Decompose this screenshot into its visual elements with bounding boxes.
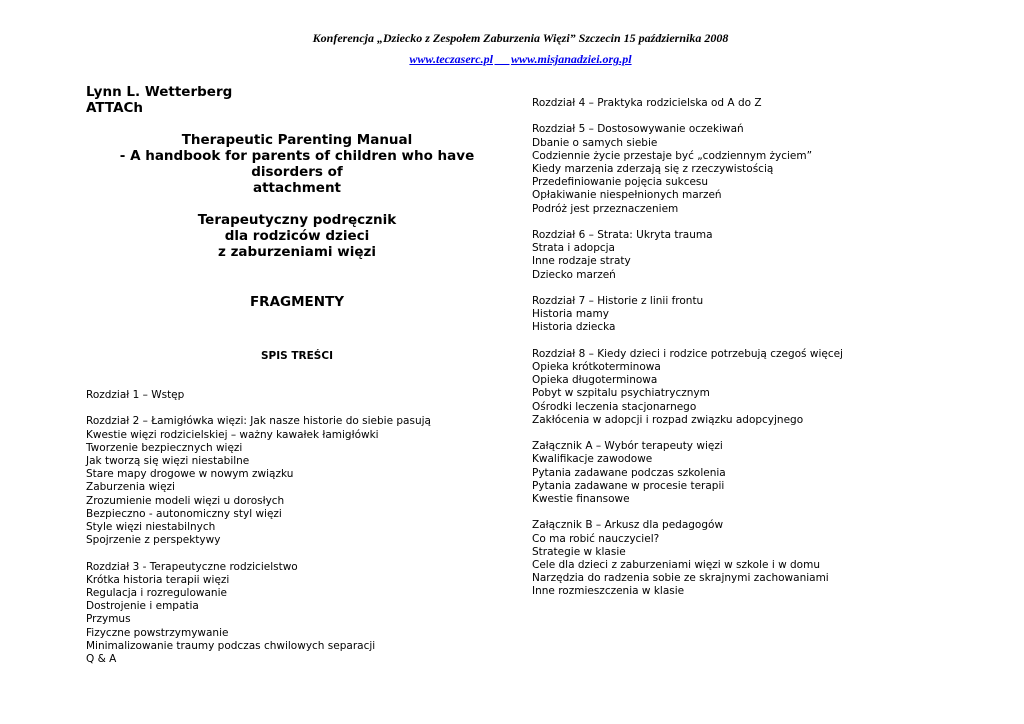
toc-left-column — [86, 389, 431, 679]
toc-entry: Krótka historia terapii więzi — [86, 573, 230, 586]
toc-entry: Pytania zadawane w procesie terapii — [532, 479, 725, 492]
toc-group — [532, 348, 843, 427]
toc-entry: Co ma robić nauczyciel? — [532, 532, 660, 545]
toc-entry: Zaburzenia więzi — [86, 481, 175, 494]
title-pl-line2: dla rodziców dzieci — [224, 228, 370, 244]
toc-entry: Strategie w klasie — [532, 545, 626, 558]
fragments-heading: FRAGMENTY — [249, 294, 345, 310]
toc-entry: Kwestie więzi rodzicielskiej – ważny kawałek łamigłówki — [86, 428, 379, 441]
toc-group — [532, 440, 843, 506]
toc-chapter-title: Rozdział 7 – Historie z linii frontu — [532, 295, 704, 307]
toc-entry: Opieka długoterminowa — [532, 374, 658, 387]
toc-chapter-title: Rozdział 8 – Kiedy dzieci i rodzice potrzebują czegoś więcej — [532, 347, 843, 360]
toc-entry: Fizyczne powstrzymywanie — [86, 626, 229, 639]
toc-group — [532, 123, 843, 215]
toc-entry: Stare mapy drogowe w nowym związku — [86, 468, 294, 481]
toc-group — [532, 295, 843, 335]
toc-chapter-title: Rozdział 3 - Terapeutyczne rodzicielstwo — [86, 560, 298, 573]
toc-right-column — [532, 97, 843, 612]
toc-group — [532, 519, 843, 598]
toc-entry: Podróż jest przeznaczeniem — [532, 202, 679, 215]
toc-entry: Inne rodzaje straty — [532, 255, 631, 268]
toc-entry: Historia dziecka — [532, 321, 616, 334]
toc-entry: Ośrodki leczenia stacjonarnego — [532, 400, 697, 413]
toc-entry: Pobyt w szpitalu psychiatrycznym — [532, 387, 710, 400]
toc-entry: Minimalizowanie traumy podczas chwilowych separacji — [86, 639, 376, 652]
toc-entry: Narzędzia do radzenia sobie ze skrajnymi zachowaniami — [532, 572, 829, 585]
toc-chapter-title: Rozdział 4 – Praktyka rodzicielska od A do Z — [532, 97, 762, 109]
toc-entry: Spojrzenie z perspektywy — [86, 534, 221, 547]
toc-entry: Historia mamy — [532, 308, 609, 321]
toc-entry: Zakłócenia w adopcji i rozpad związku adopcyjnego — [532, 413, 804, 426]
toc-chapter-title: Rozdział 6 – Strata: Ukryta trauma — [532, 229, 713, 241]
toc-entry: Kiedy marzenia zderzają się z rzeczywistością — [532, 163, 774, 175]
toc-entry: Bezpieczno - autonomiczny styl więzi — [86, 507, 282, 520]
toc-entry: Zrozumienie modeli więzi u dorosłych — [86, 494, 285, 507]
toc-entry: Cele dla dzieci z zaburzeniami więzi w szkole i w domu — [532, 559, 820, 572]
toc-entry: Kwalifikacje zawodowe — [532, 453, 653, 466]
toc-heading: SPIS TREŚCI — [261, 350, 333, 362]
author-name: Lynn L. Wetterberg — [86, 84, 233, 100]
toc-entry: Przymus — [86, 613, 131, 626]
toc-entry: Codziennie życie przestaje być „codziennym życiem” — [532, 149, 813, 162]
toc-chapter-title: Załącznik B – Arkusz dla pedagogów — [532, 519, 724, 532]
link-teczaserc[interactable]: www.teczaserc.pl — [409, 52, 493, 66]
author-org: ATTACh — [86, 100, 144, 116]
toc-group — [532, 97, 843, 110]
title-en-line3: attachment — [252, 180, 342, 196]
toc-entry: Strata i adopcja — [532, 242, 615, 255]
toc-entry: Pytania zadawane podczas szkolenia — [532, 466, 726, 479]
link-misjanadziei[interactable]: www.misjanadziei.org.pl — [510, 52, 632, 66]
conference-header: Konferencja „Dziecko z Zespołem Zaburzenia Więzi” Szczecin 15 października 2008 — [312, 31, 729, 45]
link-separator — [493, 52, 511, 67]
header-links — [0, 52, 1024, 67]
toc-entry: Inne rozmieszczenia w klasie — [532, 585, 685, 598]
toc-entry: Regulacja i rozregulowanie — [86, 587, 227, 600]
toc-entry: Dbanie o samych siebie — [532, 136, 658, 149]
title-en-line1: Therapeutic Parenting Manual — [181, 132, 413, 148]
title-en-line2: - A handbook for parents of children who have disorders of — [119, 148, 475, 180]
toc-entry: Przedefiniowanie pojęcia sukcesu — [532, 176, 709, 189]
title-pl-line3: z zaburzeniami więzi — [218, 244, 376, 260]
toc-entry: Tworzenie bezpiecznych więzi — [86, 441, 243, 454]
toc-group — [86, 561, 431, 667]
toc-entry: Style więzi niestabilnych — [86, 521, 216, 534]
toc-entry: Jak tworzą się więzi niestabilne — [86, 455, 250, 467]
toc-group — [86, 389, 431, 402]
toc-entry: Kwestie finansowe — [532, 493, 630, 506]
title-polish — [86, 212, 508, 260]
title-pl-line1: Terapeutyczny podręcznik — [197, 212, 397, 228]
toc-entry: Q & A — [86, 653, 117, 666]
toc-entry: Opłakiwanie niespełnionych marzeń — [532, 189, 722, 202]
title-english — [86, 132, 508, 196]
toc-chapter-title: Rozdział 2 – Łamigłówka więzi: Jak nasze historie do siebie pasują — [86, 415, 431, 428]
author-block — [86, 84, 232, 116]
toc-chapter-title: Rozdział 5 – Dostosowywanie oczekiwań — [532, 123, 744, 136]
toc-entry: Opieka krótkoterminowa — [532, 361, 661, 373]
toc-chapter-title: Rozdział 1 – Wstęp — [86, 389, 185, 401]
toc-chapter-title: Załącznik A – Wybór terapeuty więzi — [532, 440, 723, 453]
toc-group — [86, 415, 431, 547]
toc-entry: Dostrojenie i empatia — [86, 600, 199, 613]
toc-group — [532, 229, 843, 282]
toc-entry: Dziecko marzeń — [532, 268, 616, 281]
